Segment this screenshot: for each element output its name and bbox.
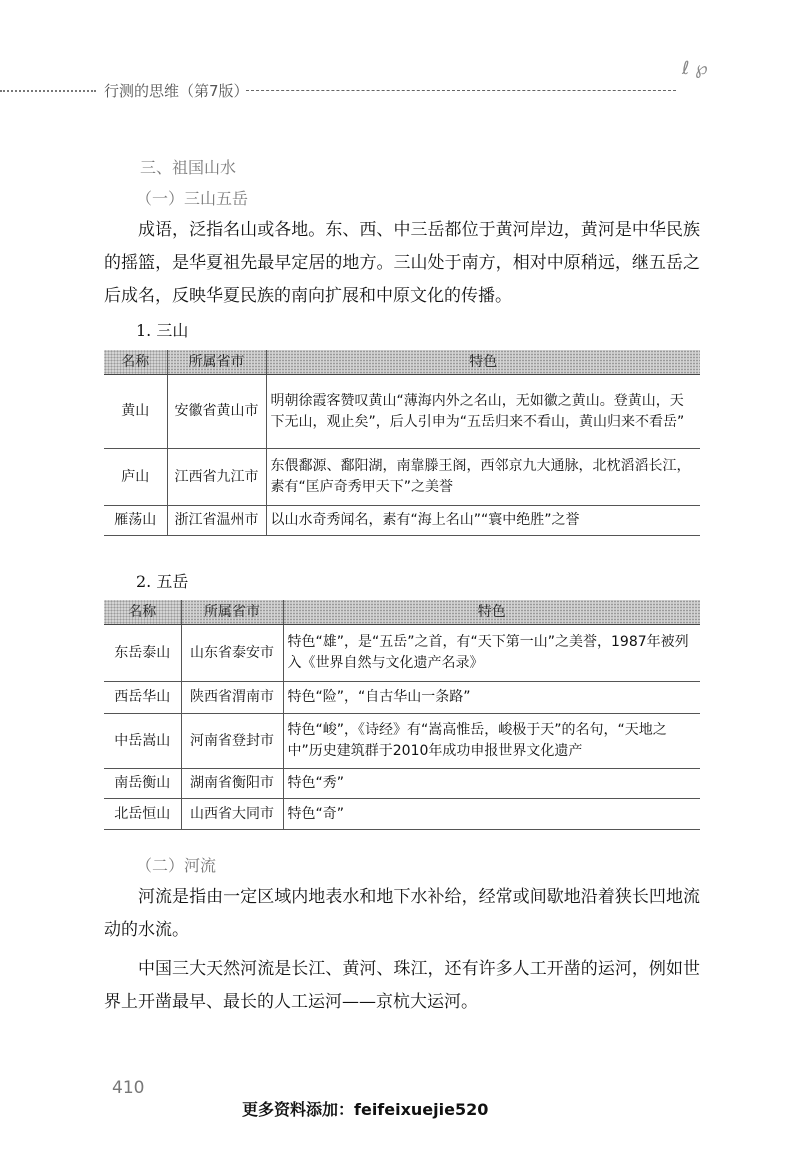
table-header-row <box>104 350 700 375</box>
table-row <box>104 375 700 449</box>
table-row <box>104 682 700 714</box>
footer-note: 更多资料添加：feifeixuejie520 <box>242 1100 489 1119</box>
mountain-location: 江西省九江市 <box>167 449 266 506</box>
header-rule <box>246 90 676 91</box>
column-header-name: 名称 <box>104 350 167 375</box>
mountain-feature: 特色“雄”，是“五岳”之首，有“天下第一山”之美誉，1987年被列入《世界自然与文化遗产名录》 <box>283 625 700 682</box>
table-row <box>104 769 700 799</box>
table-row <box>104 799 700 830</box>
table-row <box>104 449 700 506</box>
mountain-name: 庐山 <box>104 449 167 506</box>
mountain-location: 湖南省衡阳市 <box>181 769 283 799</box>
mountain-name: 黄山 <box>104 375 167 449</box>
mountain-location: 山西省大同市 <box>181 799 283 830</box>
column-header-feature: 特色 <box>266 350 700 375</box>
sanshan-table <box>104 350 700 536</box>
intro-paragraph: 成语，泛指名山或各地。东、西、中三岳都位于黄河岸边，黄河是中华民族的摇篮，是华夏祖先最早定居的地方。三山处于南方，相对中原稍远，继五岳之后成名，反映华夏民族的南向扩展和中原文化的传播。 <box>104 220 700 306</box>
mountain-location: 河南省登封市 <box>181 714 283 769</box>
table-row <box>104 506 700 536</box>
rivers-paragraph-1: 河流是指由一定区域内地表水和地下水补给，经常或间歇地沿着狭长凹地流动的水流。 <box>104 887 700 940</box>
book-title: 行测的思维（第7版） <box>104 82 249 100</box>
mountain-name: 南岳衡山 <box>104 769 181 799</box>
header-dotted-rule <box>0 90 96 92</box>
mountain-feature: 东偎鄱源、鄱阳湖，南靠滕王阁，西邻京九大通脉，北枕滔滔长江，素有“匡庐奇秀甲天下”之美誉 <box>266 449 700 506</box>
mountain-feature: 特色“奇” <box>283 799 700 830</box>
table-row <box>104 625 700 682</box>
wuyue-label: 2. 五岳 <box>136 572 189 591</box>
mountain-feature: 特色“峻”，《诗经》有“嵩高惟岳，峻极于天”的名句，“天地之中”历史建筑群于2010年成功申报世界文化遗产 <box>283 714 700 769</box>
mountain-feature: 明朝徐霞客赞叹黄山“薄海内外之名山，无如徽之黄山。登黄山，天下无山，观止矣”，后人引申为“五岳归来不看山，黄山归来不看岳” <box>266 375 700 449</box>
sanshan-label: 1. 三山 <box>136 321 189 340</box>
mountain-name: 北岳恒山 <box>104 799 181 830</box>
column-header-name: 名称 <box>104 600 181 625</box>
mountain-name: 东岳泰山 <box>104 625 181 682</box>
mountain-name: 雁荡山 <box>104 506 167 536</box>
table-row <box>104 714 700 769</box>
rivers-title: （二）河流 <box>136 856 217 875</box>
subsection-title: （一）三山五岳 <box>136 189 249 208</box>
mountain-location: 安徽省黄山市 <box>167 375 266 449</box>
column-header-location: 所属省市 <box>181 600 283 625</box>
running-header <box>0 58 800 102</box>
mountain-location: 山东省泰安市 <box>181 625 283 682</box>
mountain-location: 陕西省渭南市 <box>181 682 283 714</box>
mountain-feature: 以山水奇秀闻名，素有“海上名山”“寰中绝胜”之誉 <box>266 506 700 536</box>
table-header-row <box>104 600 700 625</box>
mountain-feature: 特色“险”，“自古华山一条路” <box>283 682 700 714</box>
column-header-location: 所属省市 <box>167 350 266 375</box>
rivers-paragraph-2: 中国三大天然河流是长江、黄河、珠江，还有许多人工开凿的运河，例如世界上开凿最早、最长的人工运河——京杭大运河。 <box>104 959 700 1012</box>
mountain-feature: 特色“秀” <box>283 769 700 799</box>
header-ornament: ℓ ℘ <box>682 58 708 79</box>
column-header-feature: 特色 <box>283 600 700 625</box>
section-title: 三、祖国山水 <box>140 158 237 177</box>
mountain-name: 中岳嵩山 <box>104 714 181 769</box>
wuyue-table <box>104 600 700 830</box>
page-number: 410 <box>112 1078 145 1098</box>
mountain-location: 浙江省温州市 <box>167 506 266 536</box>
mountain-name: 西岳华山 <box>104 682 181 714</box>
